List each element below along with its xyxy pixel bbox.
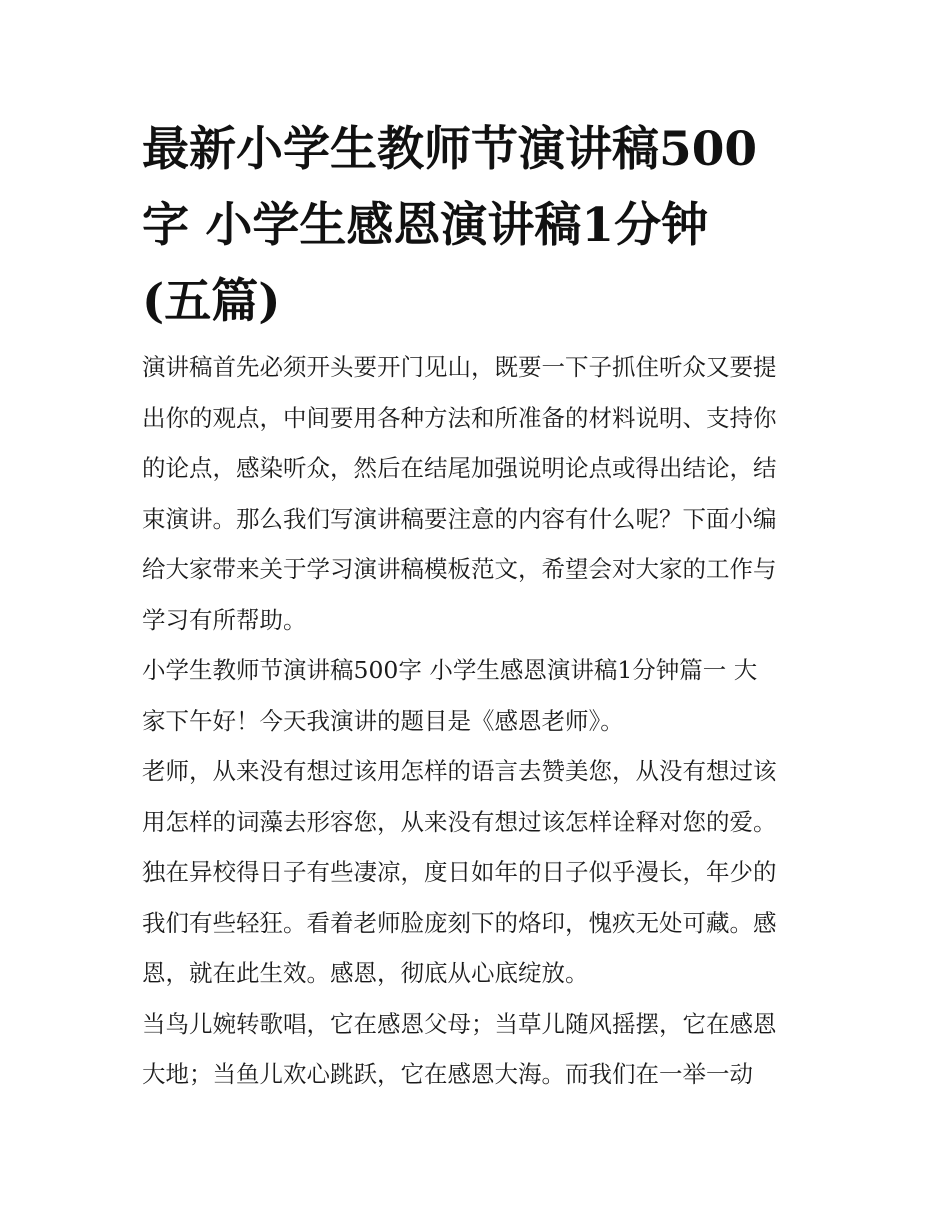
body-line: 恩，就在此生效。感恩，彻底从心底绽放。 (142, 959, 589, 987)
body-line: 的论点，感染听众，然后在结尾加强说明论点或得出结论，结 (142, 454, 777, 482)
body-line: 老师，从来没有想过该用怎样的语言去赞美您，从没有想过该 (142, 757, 777, 785)
body-line: 小学生教师节演讲稿500字 小学生感恩演讲稿1分钟篇一 大 (142, 656, 758, 684)
body-line: 出你的观点，中间要用各种方法和所准备的材料说明、支持你 (142, 403, 777, 432)
body-line: 独在异校得日子有些凄凉，度日如年的日子似乎漫长，年少的 (142, 858, 777, 886)
body-line: 当鸟儿婉转歌唱，它在感恩父母；当草儿随风摇摆，它在感恩 (142, 1009, 777, 1038)
document-content (142, 112, 814, 1100)
document-body (142, 342, 814, 1100)
body-line: 我们有些轻狂。看着老师脸庞刻下的烙印，愧疚无处可藏。感 (142, 908, 777, 937)
body-line: 给大家带来关于学习演讲稿模板范文，希望会对大家的工作与 (142, 555, 777, 583)
title-line: 字 小学生感恩演讲稿1分钟 (142, 198, 709, 253)
document-title (142, 112, 814, 340)
body-line: 束演讲。那么我们写演讲稿要注意的内容有什么呢？下面小编 (142, 504, 777, 533)
title-line: 最新小学生教师节演讲稿500 (142, 122, 758, 177)
body-line: 用怎样的词藻去形容您，从来没有想过该怎样诠释对您的爱。 (142, 807, 777, 836)
body-line: 家下午好！今天我演讲的题目是《感恩老师》。 (142, 706, 624, 735)
title-line: (五篇) (142, 274, 281, 329)
body-line: 学习有所帮助。 (142, 605, 307, 634)
body-line: 演讲稿首先必须开头要开门见山，既要一下子抓住听众又要提 (142, 353, 777, 381)
body-line: 大地；当鱼儿欢心跳跃，它在感恩大海。而我们在一举一动 (142, 1060, 753, 1088)
